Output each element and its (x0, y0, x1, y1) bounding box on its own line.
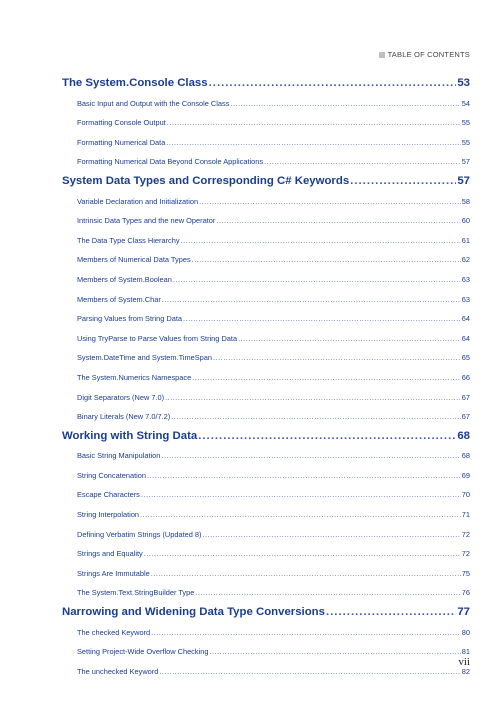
toc-entry-title: Intrinsic Data Types and the new Operator (77, 216, 216, 226)
toc-entry-title: Formatting Console Output (77, 118, 166, 128)
page-number: vii (458, 656, 470, 668)
toc-entry-title: The System.Console Class (62, 77, 208, 89)
toc-entry-page: 66 (461, 372, 470, 382)
toc-entry-page: 62 (461, 255, 470, 265)
toc-entry-page: 57 (457, 174, 470, 187)
toc-subsection-entry[interactable] (62, 94, 470, 114)
toc-subsection-entry[interactable] (62, 290, 470, 310)
toc-dot-leader (202, 525, 460, 545)
toc-dot-leader (209, 642, 460, 662)
toc-entry-page: 53 (457, 77, 470, 89)
toc-entry-title: Formatting Numerical Data (77, 137, 166, 147)
toc-entry-title: Escape Characters (77, 490, 140, 500)
running-head-label: TABLE OF CONTENTS (387, 50, 470, 59)
toc-dot-leader (166, 133, 460, 153)
toc-subsection-entry[interactable] (62, 329, 470, 349)
toc-subsection-entry[interactable] (62, 192, 470, 212)
toc-subsection-entry[interactable] (62, 231, 470, 251)
toc-dot-leader (141, 485, 461, 505)
toc-entry-title: Basic String Manipulation (77, 451, 161, 461)
toc-dot-leader (213, 348, 461, 368)
toc-entry-title: String Interpolation (77, 510, 140, 520)
toc-entry-title: Defining Verbatim Strings (Updated 8) (77, 529, 202, 539)
toc-entry-title: Formatting Numerical Data Beyond Console Applications (77, 157, 264, 167)
toc-entry-title: The checked Keyword (77, 627, 151, 637)
toc-dot-leader (161, 446, 460, 466)
toc-subsection-entry[interactable] (62, 466, 470, 486)
toc-entry-page: 72 (461, 549, 470, 559)
toc-entry-title: Members of System.Char (77, 294, 161, 304)
toc-entry-page: 57 (461, 157, 470, 167)
toc-subsection-entry[interactable] (62, 250, 470, 270)
toc-entry-title: Members of System.Boolean (77, 274, 172, 284)
toc-dot-leader (171, 407, 461, 427)
toc-subsection-entry[interactable] (62, 133, 470, 153)
toc-entry-page: 65 (461, 353, 470, 363)
toc-dot-leader (151, 564, 461, 584)
toc-entry-page: 70 (461, 490, 470, 500)
toc-dot-leader (264, 152, 461, 172)
toc-dot-leader (181, 231, 461, 251)
toc-section-entry[interactable] (62, 172, 470, 192)
toc-dot-leader (183, 309, 461, 329)
toc-entry-page: 69 (461, 470, 470, 480)
toc-subsection-entry[interactable] (62, 388, 470, 408)
toc-subsection-entry[interactable] (62, 309, 470, 329)
toc-entry-title: The Data Type Class Hierarchy (77, 235, 180, 245)
toc-subsection-entry[interactable] (62, 270, 470, 290)
toc-entry-page: 77 (457, 606, 470, 619)
toc-entry-page: 67 (461, 412, 470, 422)
toc-entry-page: 58 (461, 196, 470, 206)
toc-subsection-entry[interactable] (62, 211, 470, 231)
toc-dot-leader (167, 113, 461, 133)
toc-entry-page: 64 (461, 333, 470, 343)
toc-subsection-entry[interactable] (62, 564, 470, 584)
toc-entry-title: Strings Are Immutable (77, 568, 150, 578)
toc-dot-leader (192, 250, 461, 270)
toc-dot-leader (159, 662, 460, 682)
toc-section-entry[interactable] (62, 427, 470, 447)
toc-entry-title: Members of Numerical Data Types (77, 255, 191, 265)
running-head (379, 50, 470, 59)
toc-entry-page: 81 (461, 647, 470, 657)
toc-entry-page: 63 (461, 294, 470, 304)
toc-entry-page: 60 (461, 216, 470, 226)
toc-entry-title: The System.Numerics Namespace (77, 372, 192, 382)
toc-dot-leader (350, 172, 456, 192)
toc-dot-leader (144, 544, 461, 564)
toc-entry-title: String Concatenation (77, 470, 147, 480)
toc-dot-leader (230, 94, 460, 114)
toc-dot-leader (195, 583, 460, 603)
toc-entry-title: Digit Separators (New 7.0) (77, 392, 165, 402)
toc-dot-leader (162, 290, 461, 310)
toc-dot-leader (326, 603, 456, 623)
toc-section-entry[interactable] (62, 74, 470, 94)
toc-entry-title: System.DateTime and System.TimeSpan (77, 353, 212, 363)
toc-entry-page: 72 (461, 529, 470, 539)
toc-dot-leader (151, 623, 461, 643)
toc-subsection-entry[interactable] (62, 485, 470, 505)
toc-subsection-entry[interactable] (62, 113, 470, 133)
toc-dot-leader (209, 74, 457, 94)
toc-entry-page: 55 (461, 118, 470, 128)
toc-subsection-entry[interactable] (62, 642, 470, 662)
toc-entry-page: 63 (461, 274, 470, 284)
toc-entry-title: System Data Types and Corresponding C# Keywords (62, 174, 350, 187)
toc-entry-title: Setting Project-Wide Overflow Checking (77, 647, 209, 657)
toc-entry-title: Binary Literals (New 7.0/7.2) (77, 412, 171, 422)
toc-subsection-entry[interactable] (62, 152, 470, 172)
toc-entry-title: Narrowing and Widening Data Type Conversions (62, 606, 325, 619)
toc-entry-page: 67 (461, 392, 470, 402)
toc-entry-title: Working with String Data (62, 429, 198, 442)
toc-entry-title: Using TryParse to Parse Values from String Data (77, 333, 238, 343)
toc-dot-leader (140, 505, 461, 525)
toc-entry-page: 55 (461, 137, 470, 147)
toc-section-entry[interactable] (62, 603, 470, 623)
toc-entry-title: Strings and Equality (77, 549, 143, 559)
toc-subsection-entry[interactable] (62, 368, 470, 388)
toc-entry-page: 75 (461, 568, 470, 578)
toc-entry-page: 80 (461, 627, 470, 637)
toc-subsection-entry[interactable] (62, 623, 470, 643)
toc-entry-page: 61 (461, 235, 470, 245)
toc-entry-page: 54 (461, 98, 470, 108)
toc-dot-leader (165, 388, 461, 408)
toc-entry-page: 64 (461, 314, 470, 324)
toc-entry-title: Parsing Values from String Data (77, 314, 183, 324)
toc-dot-leader (198, 427, 456, 447)
toc-entry-title: The unchecked Keyword (77, 666, 159, 676)
toc-subsection-entry[interactable] (62, 348, 470, 368)
toc-subsection-entry[interactable] (62, 662, 470, 682)
toc-subsection-entry[interactable] (62, 446, 470, 466)
toc-subsection-entry[interactable] (62, 544, 470, 564)
toc-entry-page: 68 (457, 429, 470, 442)
toc-dot-leader (238, 329, 461, 349)
toc-dot-leader (173, 270, 461, 290)
toc-entry-title: The System.Text.StringBuilder Type (77, 588, 195, 598)
toc-subsection-entry[interactable] (62, 407, 470, 427)
square-bullet-icon (379, 52, 385, 58)
toc-subsection-entry[interactable] (62, 505, 470, 525)
toc-entry-page: 82 (461, 666, 470, 676)
toc-subsection-entry[interactable] (62, 583, 470, 603)
table-of-contents (62, 74, 470, 681)
toc-entry-title: Variable Declaration and Initialization (77, 196, 199, 206)
toc-subsection-entry[interactable] (62, 525, 470, 545)
toc-entry-page: 68 (461, 451, 470, 461)
toc-dot-leader (199, 192, 461, 212)
toc-entry-page: 71 (461, 510, 470, 520)
toc-dot-leader (192, 368, 461, 388)
toc-dot-leader (216, 211, 460, 231)
toc-dot-leader (147, 466, 461, 486)
toc-entry-title: Basic Input and Output with the Console Class (77, 98, 230, 108)
toc-entry-page: 76 (461, 588, 470, 598)
